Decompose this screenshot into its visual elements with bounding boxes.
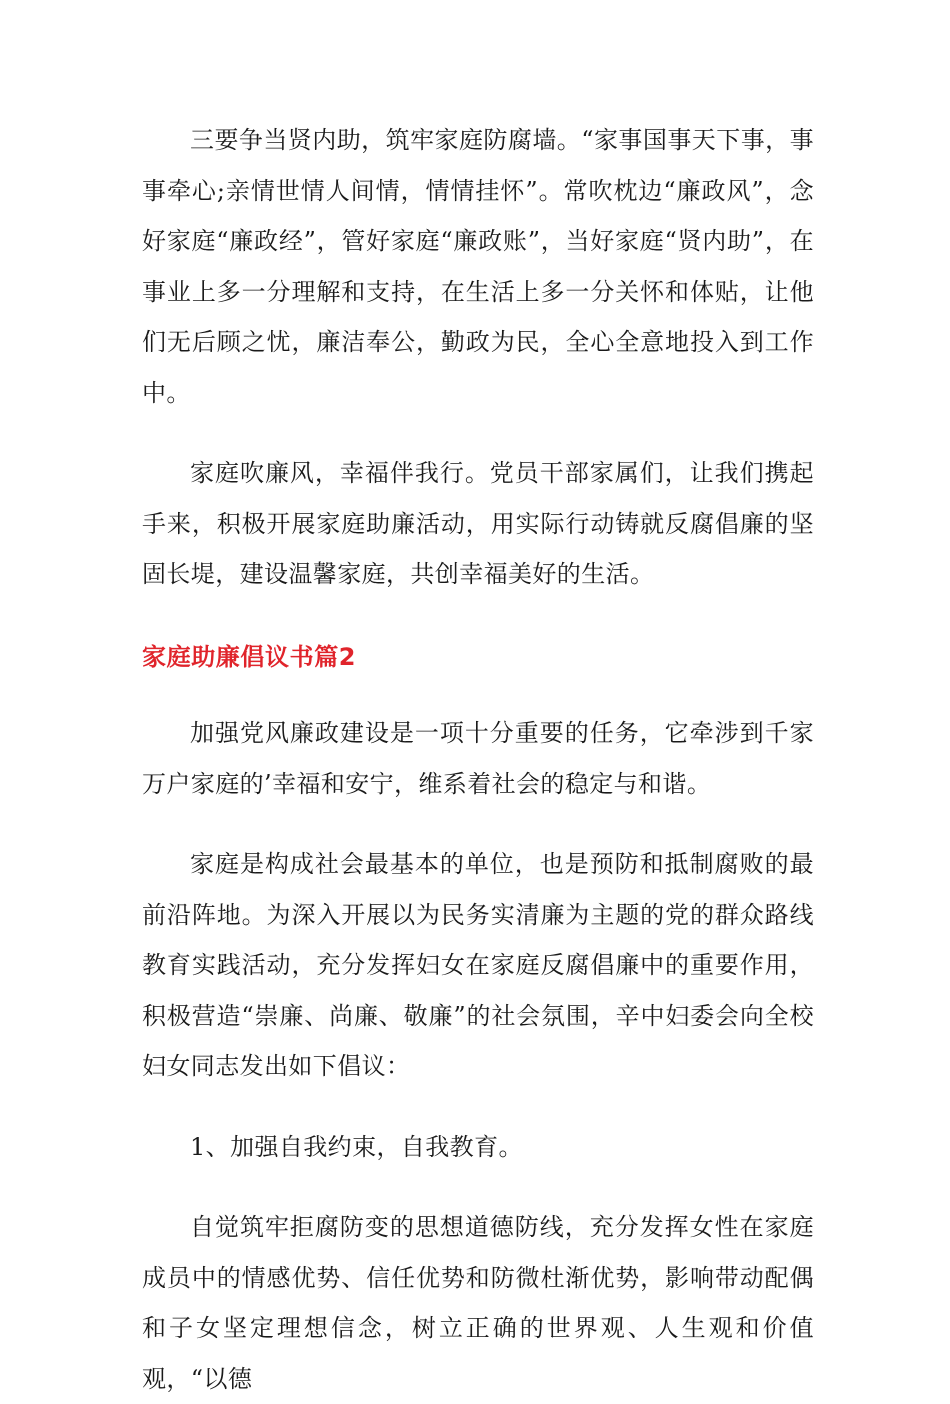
paragraph-self-discipline: 自觉筑牢拒腐防变的思想道德防线，充分发挥女性在家庭成员中的情感优势、信任优势和防微杜渐优势，影响带动配偶和子女坚定理想信念，树立正确的世界观、人生观和价值观，“以德: [142, 1213, 814, 1393]
paragraph-item-1: 1、加强自我约束，自我教育。: [190, 1132, 523, 1161]
section-heading: 家庭助廉倡议书篇2: [142, 642, 357, 671]
paragraph-household-virtue: 三要争当贤内助，筑牢家庭防腐墙。“家事国事天下事，事事牵心;亲情世情人间情，情情挂怀”。常吹枕边“廉政风”，念好家庭“廉政经”，管好家庭“廉政账”，当好家庭“贤内助”，在事业上多一分理解和支持，在生活上多一分关怀和体贴，让他们无后顾之忧，廉洁奉公，勤政为民，全心全意地投入到工作中。: [142, 126, 814, 407]
document-body: [142, 115, 814, 1404]
paragraph-family-integrity: 家庭吹廉风，幸福伴我行。党员干部家属们，让我们携起手来，积极开展家庭助廉活动，用实际行动铸就反腐倡廉的坚固长堤，建设温馨家庭，共创幸福美好的生活。: [142, 459, 814, 588]
paragraph-family-unit: 家庭是构成社会最基本的单位，也是预防和抵制腐败的最前沿阵地。为深入开展以为民务实清廉为主题的党的群众路线教育实践活动，充分发挥妇女在家庭反腐倡廉中的重要作用，积极营造“崇廉、尚廉、敬廉”的社会氛围，辛中妇委会向全校妇女同志发出如下倡议：: [142, 850, 814, 1080]
paragraph-party-conduct: 加强党风廉政建设是一项十分重要的任务，它牵涉到千家万户家庭的’幸福和安宁，维系着社会的稳定与和谐。: [142, 719, 814, 798]
